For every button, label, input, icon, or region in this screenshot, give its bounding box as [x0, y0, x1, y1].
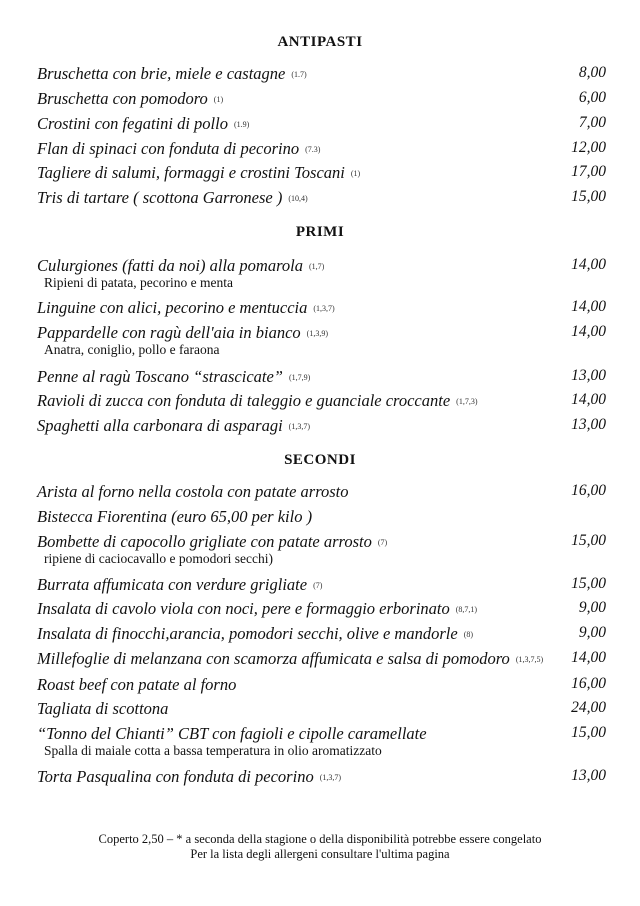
menu-item: [37, 416, 606, 436]
item-price: 16,00: [571, 482, 606, 499]
item-allergens: (1,7): [309, 262, 325, 271]
item-name: [37, 507, 312, 527]
item-price: 15,00: [571, 575, 606, 592]
footer-line1: Coperto 2,50 – * a seconda della stagione o della disponibilità potrebbe essere congelato: [98, 832, 542, 846]
item-price: 13,00: [571, 367, 606, 384]
item-allergens: (7): [313, 581, 323, 590]
item-name-text: Torta Pasqualina con fonduta di pecorino: [37, 767, 314, 786]
item-allergens: (1,3,7): [288, 422, 310, 431]
item-allergens: (1.9): [233, 120, 250, 129]
item-name: [37, 367, 310, 387]
item-price: 17,00: [571, 163, 606, 180]
menu-item: [37, 188, 606, 208]
item-name: [37, 89, 223, 109]
item-name: [37, 416, 310, 436]
menu-item: [37, 767, 606, 787]
section-heading: SECONDI: [284, 452, 356, 468]
item-description: ripiene di caciocavallo e pomodori secchi): [44, 551, 274, 566]
item-name-text: Tris di tartare ( scottona Garronese ): [37, 188, 283, 207]
item-price: 9,00: [578, 599, 606, 616]
item-name-text: Bistecca Fiorentina (euro 65,00 per kilo ): [37, 507, 313, 526]
menu-item: [37, 323, 606, 357]
item-name-text: Tagliata di scottona: [37, 699, 169, 718]
item-allergens: (7.3): [305, 145, 321, 154]
menu-item: [37, 624, 606, 644]
item-price: 8,00: [578, 64, 606, 81]
item-description: Anatra, coniglio, pollo e faraona: [44, 342, 220, 357]
item-name-text: “Tonno del Chianti” CBT con fagioli e cipolle caramellate: [37, 724, 427, 743]
item-price: 15,00: [571, 532, 606, 549]
item-price: 9,00: [578, 624, 606, 641]
item-name: [37, 624, 473, 644]
menu-item: [37, 114, 606, 134]
item-name-text: Spaghetti alla carbonara di asparagi: [37, 416, 283, 435]
item-allergens: (1,3,9): [306, 329, 328, 338]
item-name: [37, 323, 328, 343]
item-allergens: (1,7,3): [456, 397, 478, 406]
menu-item: [37, 599, 606, 619]
menu-item: [37, 367, 606, 387]
menu-item: [37, 532, 606, 566]
menu-item: [37, 507, 606, 527]
item-allergens: (1,3,7): [319, 773, 342, 782]
item-name: [37, 532, 387, 552]
footer-line2: Per la lista degli allergeni consultare l'ultima pagina: [190, 847, 450, 861]
menu-item: [37, 89, 606, 109]
item-name: [37, 256, 324, 276]
item-allergens: (7): [377, 538, 388, 547]
item-name: [37, 724, 427, 744]
item-name-text: Roast beef con patate al forno: [37, 675, 237, 694]
item-description: Ripieni di patata, pecorino e menta: [44, 275, 233, 290]
item-price: 6,00: [578, 89, 606, 106]
item-name-text: Bruschetta con brie, miele e castagne: [37, 64, 286, 83]
item-price: 14,00: [571, 298, 606, 315]
item-allergens: (8,7,1): [455, 605, 478, 614]
item-price: 24,00: [571, 699, 606, 716]
menu-item: [37, 163, 606, 183]
item-allergens: (1,3,7): [313, 304, 335, 313]
item-allergens: (10,4): [288, 194, 308, 203]
item-price: 14,00: [571, 391, 606, 408]
item-price: 14,00: [571, 323, 606, 340]
item-name-text: Millefoglie di melanzana con scamorza affumicata e salsa di pomodoro: [37, 649, 510, 668]
item-name-text: Penne al ragù Toscano “strascicate”: [37, 367, 283, 386]
item-name: [37, 188, 308, 208]
menu-item: [37, 391, 606, 411]
menu-item: [37, 675, 606, 695]
section-heading: PRIMI: [295, 224, 345, 240]
item-price: 12,00: [571, 139, 606, 156]
item-price: 14,00: [571, 256, 606, 273]
item-name: [37, 114, 249, 134]
item-price: 13,00: [571, 416, 606, 433]
menu-item: [37, 64, 606, 84]
menu-item: [37, 482, 606, 502]
item-allergens: (1,3,7,5): [515, 655, 544, 664]
item-name-text: Linguine con alici, pecorino e mentuccia: [37, 298, 308, 317]
item-allergens: (1): [350, 169, 361, 178]
item-allergens: (1,7,9): [288, 373, 311, 382]
item-name-text: Crostini con fegatini di pollo: [37, 114, 228, 133]
item-name: [37, 391, 478, 411]
item-name-text: Pappardelle con ragù dell'aia in bianco: [37, 323, 301, 342]
item-name-text: Arista al forno nella costola con patate arrosto: [37, 482, 349, 501]
item-allergens: (1.7): [291, 70, 307, 79]
item-price: 7,00: [578, 114, 606, 131]
menu-item: [37, 724, 606, 758]
item-name: [37, 675, 236, 695]
item-name-text: Burrata affumicata con verdure grigliate: [37, 575, 308, 594]
item-price: 14,00: [571, 649, 606, 666]
menu-item: [37, 256, 606, 290]
item-name-text: Insalata di cavolo viola con noci, pere e formaggio erborinato: [37, 599, 450, 618]
menu-item: [37, 649, 606, 669]
item-name: [37, 575, 322, 595]
item-name: [37, 599, 477, 619]
item-allergens: (8): [463, 630, 474, 639]
item-name-text: Tagliere di salumi, formaggi e crostini Toscani: [37, 163, 345, 182]
item-name: [37, 163, 360, 183]
menu-item: [37, 139, 606, 159]
item-name-text: Flan di spinaci con fonduta di pecorino: [37, 139, 300, 158]
item-name: [37, 699, 168, 719]
item-name: [37, 64, 307, 84]
item-price: 13,00: [571, 767, 606, 784]
item-name-text: Culurgiones (fatti da noi) alla pomarola: [37, 256, 303, 275]
menu-item: [37, 699, 606, 719]
item-price: 15,00: [571, 724, 606, 741]
item-name: [37, 139, 320, 159]
item-name-text: Bombette di capocollo grigliate con patate arrosto: [37, 532, 372, 551]
item-name: [37, 767, 341, 787]
menu-item: [37, 298, 606, 318]
menu-item: [37, 575, 606, 595]
item-name: [37, 298, 335, 318]
item-price: 15,00: [571, 188, 606, 205]
item-price: 16,00: [571, 675, 606, 692]
item-name-text: Insalata di finocchi,arancia, pomodori secchi, olive e mandorle: [37, 624, 458, 643]
item-name: [37, 482, 349, 502]
item-name-text: Bruschetta con pomodoro: [37, 89, 208, 108]
item-allergens: (1): [213, 95, 224, 104]
item-name: [37, 649, 543, 669]
item-description: Spalla di maiale cotta a bassa temperatura in olio aromatizzato: [44, 743, 382, 758]
item-name-text: Ravioli di zucca con fonduta di taleggio e guanciale croccante: [37, 391, 451, 410]
section-heading: ANTIPASTI: [277, 34, 363, 50]
